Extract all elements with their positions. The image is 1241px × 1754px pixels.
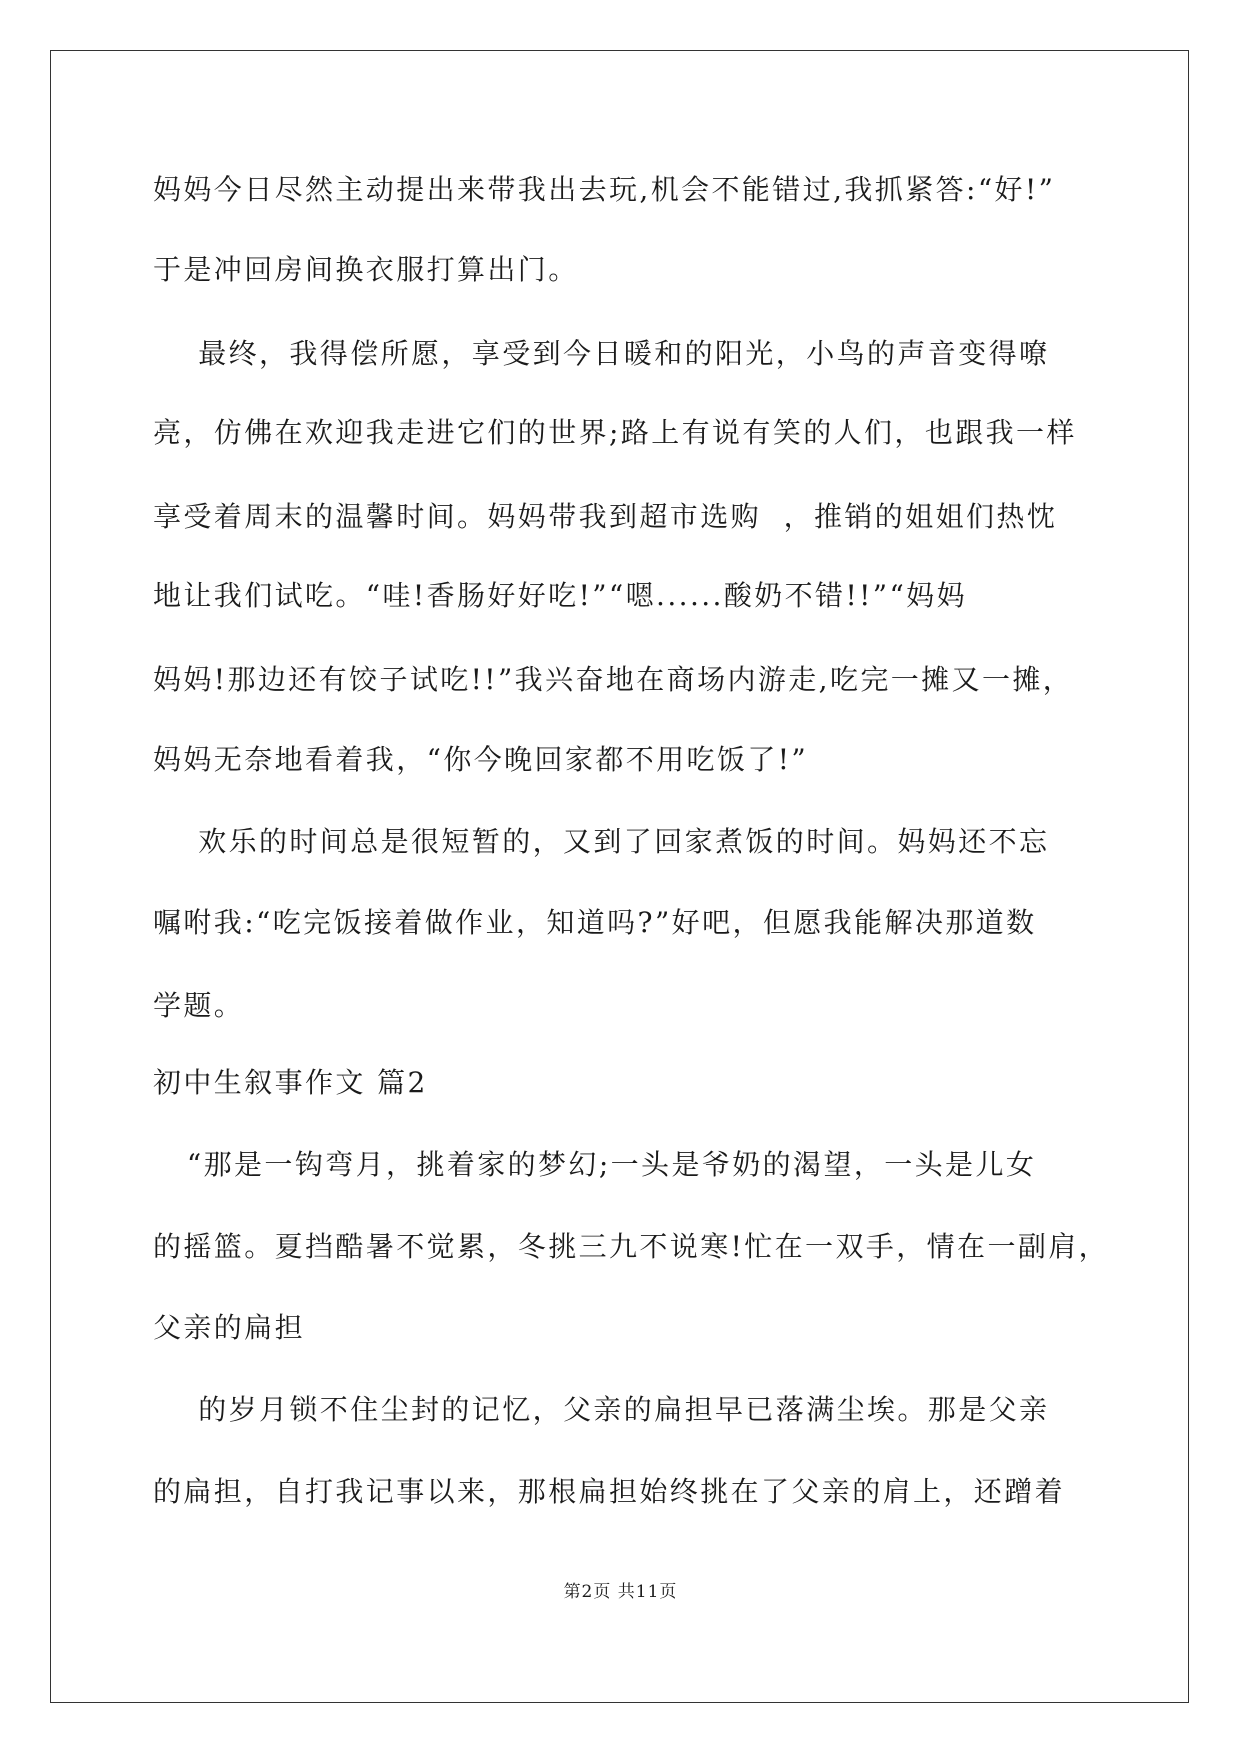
- text-line: 享受着周末的温馨时间。妈妈带我到超市选购 ，推销的姐姐们热忱: [153, 500, 1058, 533]
- text-line: 的扁担，自打我记事以来，那根扁担始终挑在了父亲的肩上，还蹭着: [153, 1475, 1066, 1508]
- page-footer: 第2页 共11页: [563, 1582, 678, 1602]
- text-line: 的摇篮。夏挡酷暑不觉累，冬挑三九不说寒!忙在一双手，情在一副肩，: [153, 1230, 1110, 1263]
- text-line: 嘱咐我:“吃完饭接着做作业，知道吗?”好吧，但愿我能解决那道数: [153, 906, 1037, 939]
- text-line: 地让我们试吃。“哇!香肠好好吃!”“嗯......酸奶不错!!”“妈妈: [153, 579, 967, 612]
- text-line: 妈妈!那边还有饺子试吃!!”我兴奋地在商场内游走,吃完一摊又一摊，: [153, 663, 1074, 696]
- text-line: 学题。: [153, 989, 245, 1022]
- text-line: 最终，我得偿所愿，享受到今日暖和的阳光，小鸟的声音变得嘹: [153, 337, 1050, 370]
- text-line: 的岁月锁不住尘封的记忆，父亲的扁担早已落满尘埃。那是父亲: [153, 1393, 1050, 1426]
- page-border: [50, 50, 1189, 1703]
- text-line: 欢乐的时间总是很短暂的，又到了回家煮饭的时间。妈妈还不忘: [153, 825, 1050, 858]
- text-line: 妈妈无奈地看着我，“你今晚回家都不用吃饭了!”: [153, 743, 809, 776]
- section-heading: 初中生叙事作文 篇2: [153, 1066, 428, 1099]
- text-line: 妈妈今日尽然主动提出来带我出去玩,机会不能错过,我抓紧答:“好!”: [153, 173, 1056, 206]
- text-line: 父亲的扁担: [153, 1311, 306, 1344]
- text-line: 于是冲回房间换衣服打算出门。: [153, 253, 579, 286]
- text-line: 亮，仿佛在欢迎我走进它们的世界;路上有说有笑的人们，也跟我一样: [153, 416, 1077, 449]
- text-line: “那是一钩弯月，挑着家的梦幻;一头是爷奶的渴望，一头是儿女: [153, 1148, 1037, 1181]
